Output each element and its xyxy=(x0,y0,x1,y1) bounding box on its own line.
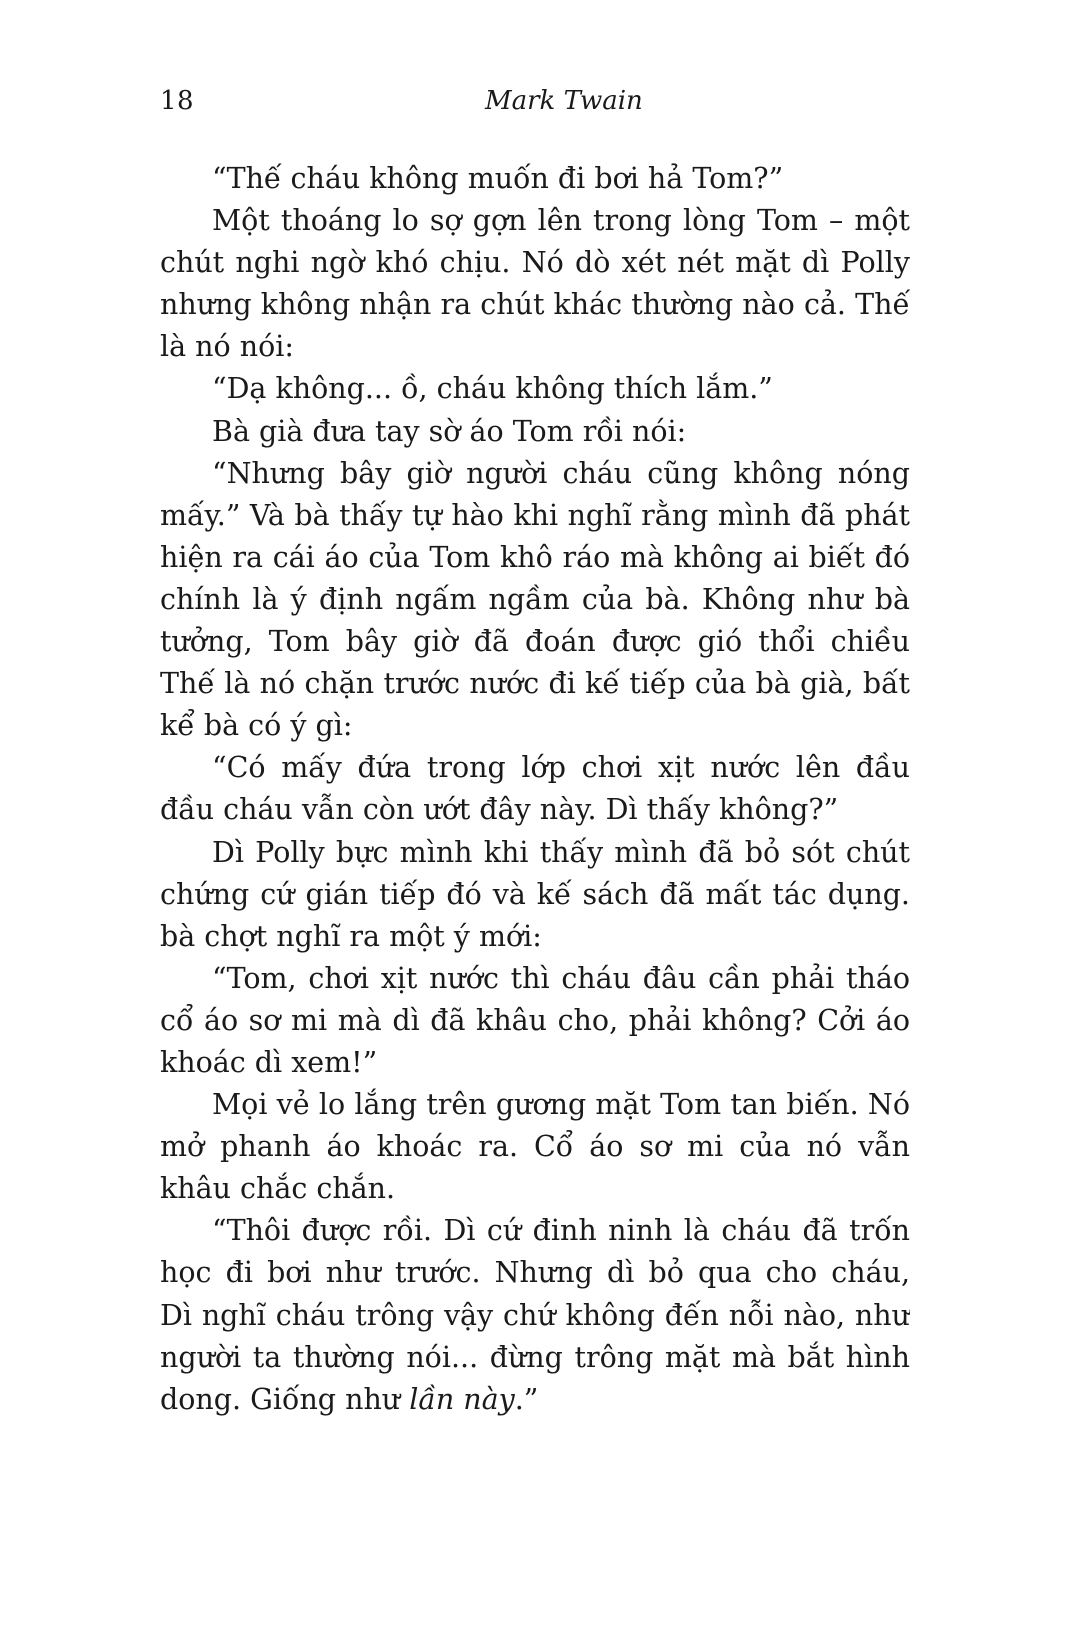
body-text xyxy=(160,158,910,1421)
text-line: Dì nghĩ cháu trông vậy chứ không đến nỗi nào, như xyxy=(160,1298,910,1332)
text-line: tưởng, Tom bây giờ đã đoán được gió thổi chiều xyxy=(160,625,910,659)
text-line: “Nhưng bây giờ người cháu cũng không nóng xyxy=(212,456,910,490)
text-line: Mọi vẻ lo lắng trên gương mặt Tom tan biến. Nó xyxy=(212,1088,910,1122)
text-line: “Thế cháu không muốn đi bơi hả Tom?” xyxy=(212,162,784,195)
text-line: “Có mấy đứa trong lớp chơi xịt nước lên đầu xyxy=(212,751,910,785)
text-line: Bà già đưa tay sờ áo Tom rồi nói: xyxy=(212,414,687,448)
running-head-author: Mark Twain xyxy=(485,86,643,116)
text-line: học đi bơi như trước. Nhưng dì bỏ qua cho cháu, xyxy=(160,1256,910,1290)
text-line: bà chợt nghĩ ra một ý mới: xyxy=(160,919,542,953)
text-line: Dì Polly bực mình khi thấy mình đã bỏ sót chút xyxy=(212,835,910,869)
text-line: người ta thường nói... đừng trông mặt mà bắt hình xyxy=(160,1340,910,1374)
text-line: chút nghi ngờ khó chịu. Nó dò xét nét mặt dì Polly xyxy=(160,246,910,280)
text-line-last xyxy=(160,1379,910,1421)
text-line: “Dạ không... ồ, cháu không thích lắm.” xyxy=(212,372,773,406)
text-line: đầu cháu vẫn còn ướt đây này. Dì thấy không?” xyxy=(160,793,839,827)
text-line: “Thôi được rồi. Dì cứ đinh ninh là cháu đã trốn xyxy=(212,1214,910,1248)
text-line: là nó nói: xyxy=(160,330,294,364)
text-line: mở phanh áo khoác ra. Cổ áo sơ mi của nó vẫn xyxy=(160,1130,910,1164)
page-number: 18 xyxy=(160,86,195,116)
text-line: chính là ý định ngấm ngầm của bà. Không như bà xyxy=(160,582,910,616)
text-line: hiện ra cái áo của Tom khô ráo mà không ai biết đó xyxy=(160,540,910,574)
text-line: chứng cứ gián tiếp đó và kế sách đã mất tác dụng. xyxy=(160,877,910,911)
page-header xyxy=(160,86,910,126)
text-line: mấy.” Và bà thấy tự hào khi nghĩ rằng mình đã phát xyxy=(160,498,910,532)
text-line: “Tom, chơi xịt nước thì cháu đâu cần phải tháo xyxy=(212,961,910,995)
text-run: .” xyxy=(514,1382,539,1416)
text-line: Thế là nó chặn trước nước đi kế tiếp của bà già, bất xyxy=(160,667,910,701)
italic-emphasis: lần này xyxy=(409,1382,515,1416)
text-line: kể bà có ý gì: xyxy=(160,709,353,743)
text-line: cổ áo sơ mi mà dì đã khâu cho, phải không? Cởi áo xyxy=(160,1003,910,1037)
text-line: khoác dì xem!” xyxy=(160,1045,378,1079)
text-run: dong. Giống như xyxy=(160,1382,410,1416)
text-line: khâu chắc chắn. xyxy=(160,1172,396,1206)
text-line: Một thoáng lo sợ gợn lên trong lòng Tom – một xyxy=(212,204,910,238)
text-line: nhưng không nhận ra chút khác thường nào cả. Thế xyxy=(160,288,910,322)
